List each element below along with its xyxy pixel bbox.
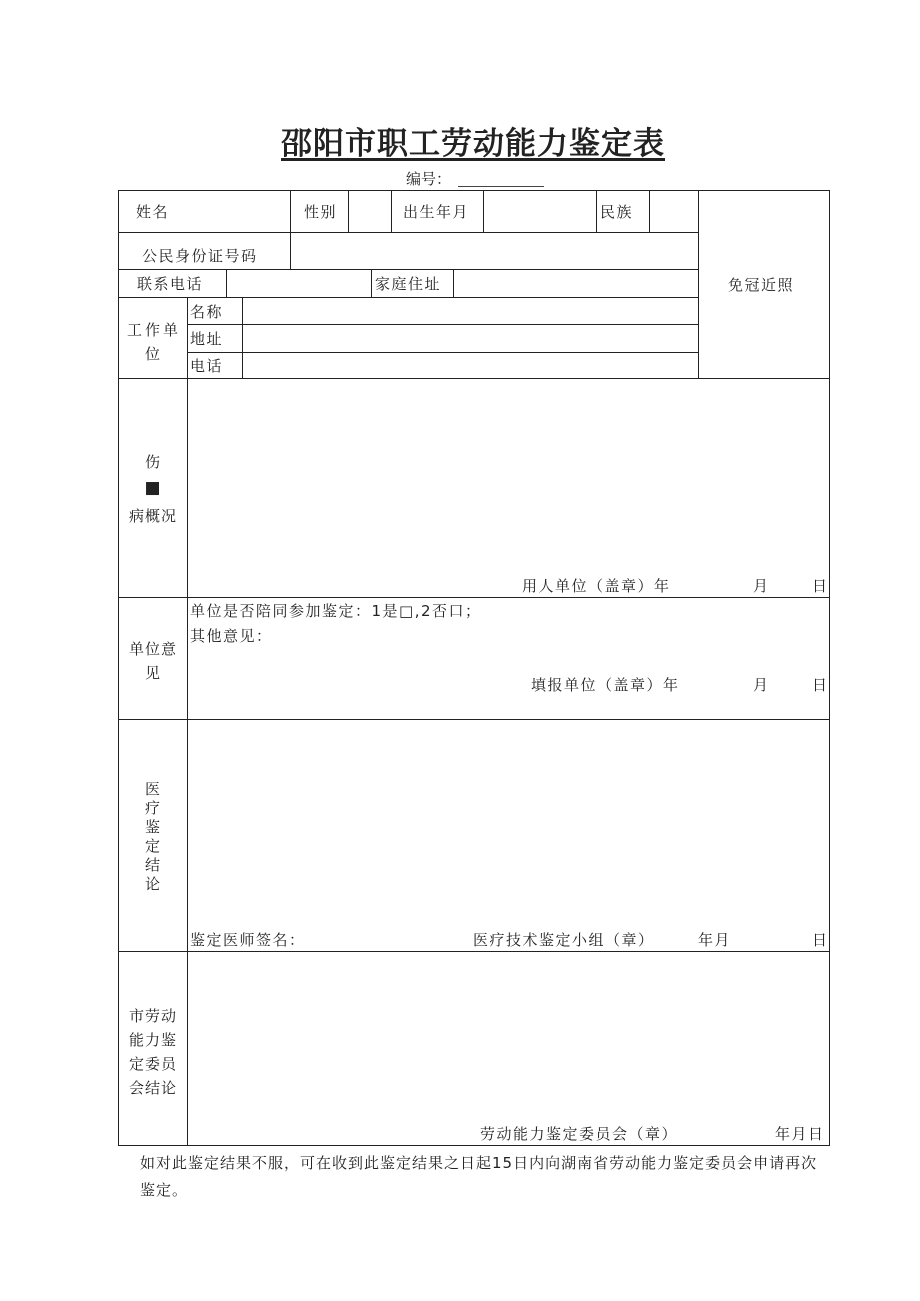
home-address-field[interactable] — [454, 270, 697, 297]
serial-number-label: 编号： — [406, 170, 452, 188]
committee-label-3: 定委员 — [128, 1055, 177, 1073]
photo-placeholder: 免冠近照 — [728, 276, 795, 294]
medical-label-4: 定 — [144, 837, 161, 855]
committee-date: 年月日 — [775, 1125, 825, 1143]
phone-label: 联系电话 — [137, 275, 204, 293]
committee-label-1: 市劳动 — [128, 1007, 177, 1025]
injury-month: 月 — [753, 577, 770, 595]
row-divider — [118, 951, 830, 952]
injury-label-2: ■ — [144, 478, 162, 498]
committee-seal: 劳动能力鉴定委员会（章） — [480, 1125, 679, 1143]
unit-opinion-seal: 填报单位（盖章）年 — [531, 676, 680, 694]
unit-opinion-month: 月 — [753, 676, 770, 694]
birth-date-label: 出生年月 — [403, 203, 470, 221]
employer-name-label: 名称 — [190, 303, 224, 321]
medical-year-month: 年月 — [698, 931, 732, 949]
medical-label-1: 医 — [144, 780, 161, 798]
employer-phone-field[interactable] — [243, 353, 697, 378]
row-divider — [118, 597, 830, 598]
employer-label: 工作单位 — [126, 321, 181, 363]
injury-day: 日 — [812, 577, 829, 595]
medical-label-6: 论 — [144, 875, 161, 893]
row-divider — [118, 719, 830, 720]
col-divider — [698, 190, 699, 379]
table-border-right — [829, 190, 830, 1146]
committee-label-4: 会结论 — [128, 1079, 177, 1097]
injury-summary-field[interactable] — [189, 380, 828, 570]
committee-conclusion-field[interactable] — [189, 953, 828, 1113]
other-opinion-label: 其他意见： — [190, 627, 273, 645]
accompany-question[interactable]: 单位是否陪同参加鉴定：1是□,2否口； — [190, 602, 482, 620]
col-divider — [371, 269, 372, 298]
gender-field[interactable] — [349, 192, 390, 232]
col-divider — [596, 190, 597, 233]
ethnicity-field[interactable] — [650, 192, 697, 232]
employer-address-field[interactable] — [243, 325, 697, 352]
employer-phone-label: 电话 — [190, 357, 224, 375]
employer-name-field[interactable] — [243, 298, 697, 324]
row-divider — [118, 378, 830, 379]
employer-address-label: 地址 — [190, 330, 224, 348]
id-number-label: 公民身份证号码 — [142, 247, 258, 265]
col-divider — [391, 190, 392, 233]
doctor-signature-label: 鉴定医师签名： — [190, 931, 306, 949]
medical-label-2: 疗 — [144, 799, 161, 817]
medical-label-3: 鉴 — [144, 818, 161, 836]
serial-number-field[interactable] — [458, 186, 544, 187]
table-border-bottom — [118, 1145, 830, 1146]
appeal-note: 如对此鉴定结果不服，可在收到此鉴定结果之日起15日内向湖南省劳动能力鉴定委员会申请再次鉴定。 — [140, 1154, 818, 1199]
unit-opinion-label-1: 单位意 — [128, 640, 177, 658]
phone-field[interactable] — [227, 270, 370, 297]
unit-opinion-day: 日 — [812, 676, 829, 694]
gender-label: 性别 — [304, 203, 338, 221]
committee-label-2: 能力鉴 — [128, 1031, 177, 1049]
birth-date-field[interactable] — [484, 192, 595, 232]
id-number-field[interactable] — [291, 233, 697, 269]
injury-employer-seal: 用人单位（盖章）年 — [522, 577, 671, 595]
ethnicity-label: 民族 — [600, 203, 634, 221]
col-divider — [187, 297, 188, 1146]
injury-label-1: 伤 — [144, 453, 161, 471]
home-address-label: 家庭住址 — [375, 275, 442, 293]
injury-label-3: 病概况 — [128, 507, 177, 525]
page-title: 邵阳市职工劳动能力鉴定表 — [281, 126, 665, 162]
medical-label-5: 结 — [144, 856, 161, 874]
medical-day: 日 — [812, 931, 829, 949]
unit-opinion-label-2: 见 — [144, 664, 161, 682]
other-opinion-field[interactable] — [270, 624, 826, 672]
name-field[interactable] — [185, 192, 289, 232]
table-border-top — [118, 190, 830, 191]
medical-group-seal: 医疗技术鉴定小组（章） — [473, 931, 655, 949]
medical-conclusion-field[interactable] — [189, 721, 828, 921]
name-label: 姓名 — [136, 203, 170, 221]
